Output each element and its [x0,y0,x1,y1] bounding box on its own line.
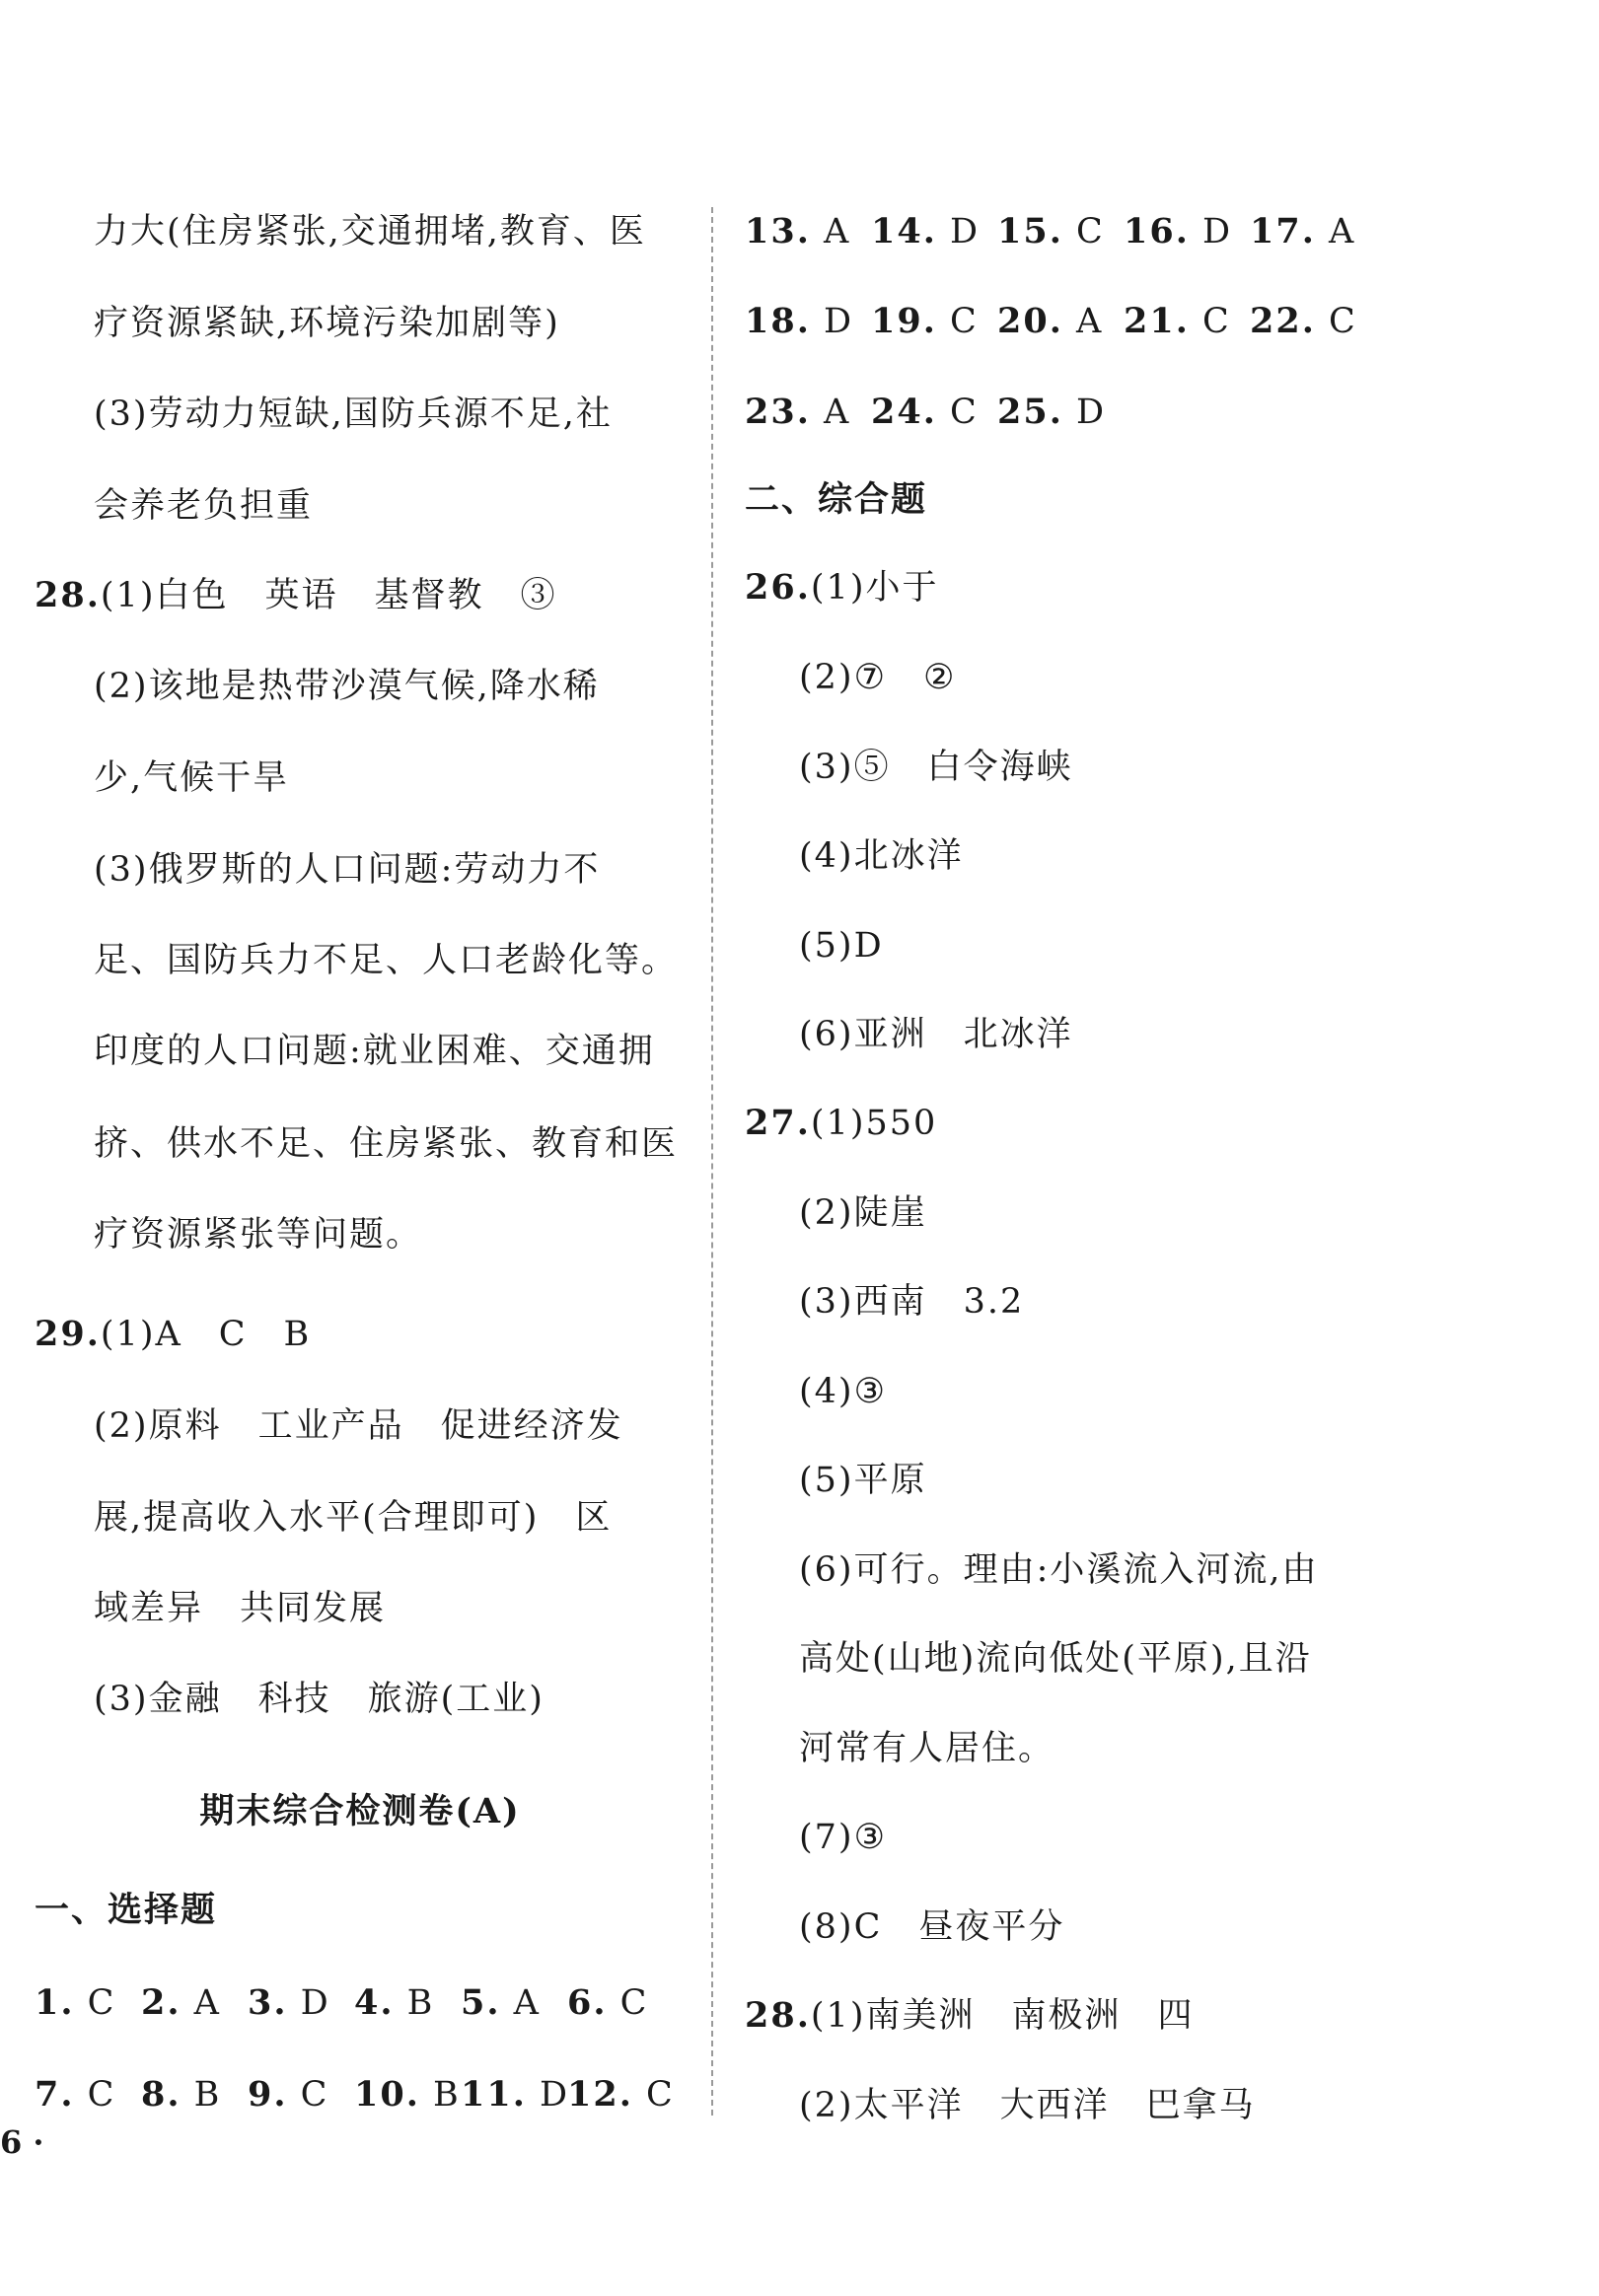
question-number: 11. [461,2074,527,2115]
question-number: 27. [745,1103,811,1143]
choice-letter: D [936,212,981,251]
question-number: 29. [35,1314,101,1354]
question-number: 24. [871,392,937,432]
question-number: 21. [1124,301,1190,341]
answer-text: 印度的人口问题:就业困难、交通拥 [94,1032,655,1071]
mcq-answer [997,300,1103,343]
choice-letter: C [607,1983,649,2023]
answer-line [799,746,1073,789]
answer-line [799,1637,1312,1681]
choice-letter: B [181,2075,222,2115]
mcq-answer [141,2073,221,2117]
mcq-answer [871,391,979,434]
question-number: 18. [745,301,811,341]
answer-line [94,1678,545,1721]
mcq-answer [35,2073,115,2117]
answer-line [94,848,600,892]
mcq-answer [248,2073,328,2117]
section-heading: 二、综合题 [745,479,928,520]
choice-letter: C [1062,212,1105,251]
mcq-answer [997,210,1105,253]
choice-letter: D [526,2075,570,2115]
answer-text: (2)陡崖 [799,1193,927,1233]
answer-line [94,210,646,253]
answer-line [94,1587,386,1630]
mcq-answer [871,300,979,343]
mcq-answer [745,300,853,343]
choice-letter: A [1062,302,1104,341]
column-divider [711,207,713,2116]
question-number: 28. [745,1995,811,2036]
answer-text: (4)③ [799,1372,887,1411]
mcq-answer [35,1981,115,2025]
question-number: 26. [745,567,811,608]
answer-line [799,1013,1073,1056]
choice-letter: C [936,302,979,341]
answer-line [799,1459,927,1502]
answer-line [94,302,560,345]
question-number: 28. [35,575,101,615]
answer-text: (4)北冰洋 [799,836,964,876]
section-heading: 一、选择题 [35,1890,218,1930]
answer-line [799,1905,1064,1949]
choice-letter: D [1062,393,1107,432]
answer-line [799,834,964,878]
choice-letter: A [181,1983,221,2023]
choice-letter: C [936,393,979,432]
answer-text: 疗资源紧缺,环境污染加剧等) [94,304,560,343]
answer-line [94,393,613,436]
answer-line [94,1404,623,1448]
question-number: 22. [1250,301,1316,341]
mcq-answer [354,2073,461,2117]
answer-text: (3)俄罗斯的人口问题:劳动力不 [94,850,601,890]
mcq-answer [1250,210,1355,253]
answer-text: (7)③ [799,1818,887,1857]
mcq-answer [141,1981,221,2025]
question-line [745,566,938,610]
question-number: 17. [1250,211,1316,251]
question-number: 8. [141,2074,182,2115]
choice-letter: B [419,2075,461,2115]
answer-line [799,656,956,699]
answer-text: (3)金融 科技 旅游(工业) [94,1680,545,1719]
mcq-answer [997,391,1106,434]
question-number: 20. [997,301,1063,341]
answer-text: 疗资源紧张等问题。 [94,1215,423,1255]
mcq-answer [461,2073,569,2117]
answer-text: 足、国防兵力不足、人口老龄化等。 [94,941,679,980]
question-number: 10. [354,2074,420,2115]
answer-text: (6)亚洲 北冰洋 [799,1015,1073,1054]
mcq-answer [567,1981,648,2025]
choice-letter: A [810,393,851,432]
answer-text: (8)C 昼夜平分 [799,1907,1065,1947]
answer-text: (3)西南 3.2 [799,1282,1025,1322]
answer-text: (5)D [799,926,884,966]
question-number: 19. [871,301,937,341]
choice-letter: D [287,1983,330,2023]
question-number: 4. [354,1982,395,2023]
answer-text: (6)可行。理由:小溪流入河流,由 [799,1550,1319,1590]
answer-text: 河常有人居住。 [799,1729,1055,1768]
choice-letter: D [1189,212,1233,251]
answer-text: 力大(住房紧张,交通拥堵,教育、医 [94,212,646,251]
answer-text: (5)平原 [799,1461,927,1500]
question-number: 3. [248,1982,288,2023]
mcq-answer [248,1981,330,2025]
exam-title: 期末综合检测卷(A) [199,1791,521,1831]
answer-line [799,1816,887,1859]
question-line [745,1102,937,1145]
question-number: 23. [745,392,811,432]
choice-letter: C [74,2075,116,2115]
choice-letter: A [1315,212,1356,251]
choice-letter: C [74,1983,116,2023]
answer-text: (1)A C B [100,1315,312,1354]
question-number: 5. [461,1982,501,2023]
question-number: 16. [1124,211,1190,251]
answer-text: 会养老负担重 [94,486,314,526]
question-number: 9. [248,2074,288,2115]
mcq-answer [1124,300,1231,343]
mcq-answer [871,210,980,253]
answer-text: (1)小于 [810,568,939,608]
answer-line [94,1496,612,1540]
answer-text: (3)劳动力短缺,国防兵源不足,社 [94,395,613,434]
answer-line [94,665,600,708]
answer-line [799,924,884,968]
answer-text: (2)⑦ ② [799,658,957,697]
answer-line [799,2084,1256,2127]
answer-text: 少,气候干旱 [94,758,290,798]
answer-text: (1)白色 英语 基督教 ③ [100,576,557,615]
answer-line [799,1370,887,1413]
choice-letter: A [500,1983,541,2023]
answer-text: 展,提高收入水平(合理即可) 区 [94,1498,613,1538]
page-number: 6 · [0,2123,44,2161]
answer-line [799,1548,1319,1592]
answer-line [94,1030,655,1073]
question-number: 2. [141,1982,182,2023]
answer-text: (2)该地是热带沙漠气候,降水稀 [94,667,600,706]
question-number: 14. [871,211,937,251]
answer-text: (2)太平洋 大西洋 巴拿马 [799,2086,1256,2125]
choice-letter: A [810,212,851,251]
answer-text: (3)⑤ 白令海峡 [799,748,1073,787]
choice-letter: C [632,2075,675,2115]
answer-text: 域差异 共同发展 [94,1589,387,1628]
answer-line [94,1122,678,1166]
answer-text: (1)南美洲 南极洲 四 [810,1996,1195,2036]
question-number: 7. [35,2074,75,2115]
answer-line [94,939,678,982]
mcq-answer [1250,300,1357,343]
question-number: 1. [35,1982,75,2023]
answer-text: (1)550 [810,1104,938,1143]
answer-line [799,1280,1024,1324]
mcq-answer [567,2073,675,2117]
question-line [745,1994,1195,2038]
choice-letter: C [287,2075,329,2115]
question-number: 6. [567,1982,608,2023]
question-line [35,574,557,617]
mcq-answer [745,210,850,253]
mcq-answer [354,1981,434,2025]
question-number: 12. [567,2074,633,2115]
question-number: 13. [745,211,811,251]
question-number: 25. [997,392,1063,432]
question-line [35,1313,311,1356]
answer-line [799,1191,927,1235]
answer-line [94,484,313,528]
mcq-answer [461,1981,541,2025]
answer-line [94,1213,422,1256]
answer-line [94,756,289,800]
answer-text: (2)原料 工业产品 促进经济发 [94,1406,623,1446]
choice-letter: C [1315,302,1357,341]
answer-text: 挤、供水不足、住房紧张、教育和医 [94,1124,679,1164]
answer-line [799,1727,1054,1770]
mcq-answer [1124,210,1232,253]
question-number: 15. [997,211,1063,251]
mcq-answer [745,391,850,434]
choice-letter: C [1189,302,1231,341]
answer-text: 高处(山地)流向低处(平原),且沿 [799,1639,1312,1679]
choice-letter: B [394,1983,435,2023]
choice-letter: D [810,302,854,341]
